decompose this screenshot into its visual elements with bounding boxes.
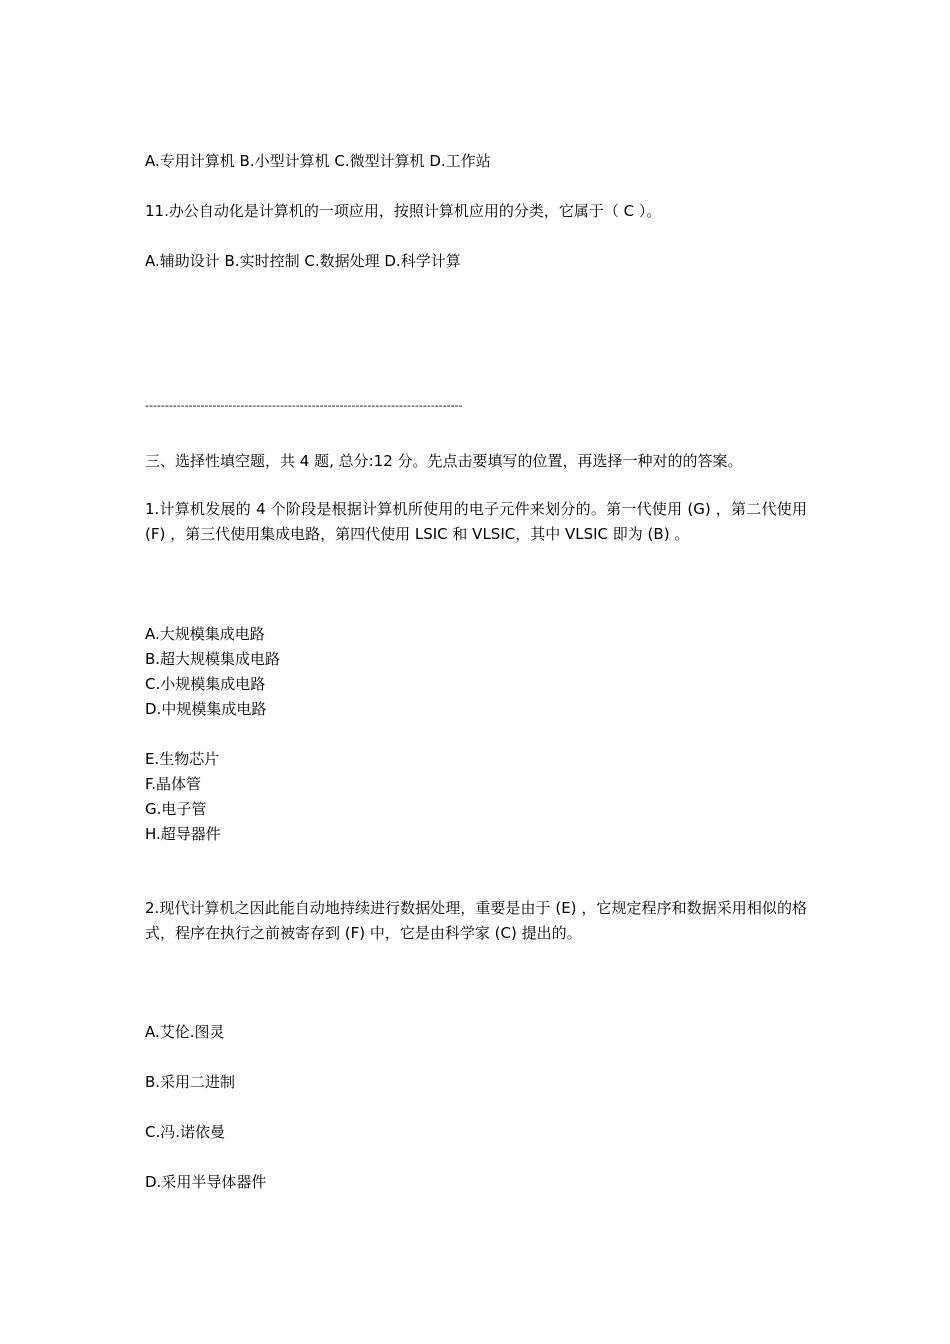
q11-question: 11.办公自动化是计算机的一项应用，按照计算机应用的分类，它属于（ C ）。 — [145, 202, 662, 220]
q11-options: A.辅助设计 B.实时控制 C.数据处理 D.科学计算 — [145, 252, 461, 270]
fill2-question: 2.现代计算机之因此能自动地持续进行数据处理，重要是由于 (E) ，它规定程序和数据采用相似的格式，程序在执行之前被寄存到 (F) 中，它是由科学家 (C) 提出的。 — [145, 899, 807, 942]
fill2-option-a: A.艾伦.图灵 — [145, 1023, 225, 1041]
fill1-question: 1.计算机发展的 4 个阶段是根据计算机所使用的电子元件来划分的。第一代使用 (G) ，第二代使用 (F) ，第三代使用集成电路，第四代使用 LSIC 和 VLSIC，其中 VLSIC 即为 (B) 。 — [145, 500, 807, 543]
fill1-option-c: C.小规模集成电路 — [145, 675, 266, 693]
fill1-option-h: H.超导器件 — [145, 825, 221, 843]
q10-options: A.专用计算机 B.小型计算机 C.微型计算机 D.工作站 — [145, 152, 491, 170]
fill2-option-c: C.冯.诺依曼 — [145, 1123, 226, 1141]
fill1-option-f: F.晶体管 — [145, 775, 201, 793]
fill1-option-d: D.中规模集成电路 — [145, 700, 267, 718]
fill2-option-d: D.采用半导体器件 — [145, 1173, 267, 1191]
fill1-option-a: A.大规模集成电路 — [145, 625, 265, 643]
fill1-option-b: B.超大规模集成电路 — [145, 650, 281, 668]
fill1-option-g: G.电子管 — [145, 800, 207, 818]
fill2-option-b: B.采用二进制 — [145, 1073, 236, 1091]
section3-heading: 三、选择性填空题，共 4 题, 总分:12 分。先点击要填写的位置，再选择一种对的的答案。 — [145, 452, 743, 470]
fill1-option-e: E.生物芯片 — [145, 750, 220, 768]
section-separator: -------------------------------------------------------------------------------- — [145, 399, 463, 412]
